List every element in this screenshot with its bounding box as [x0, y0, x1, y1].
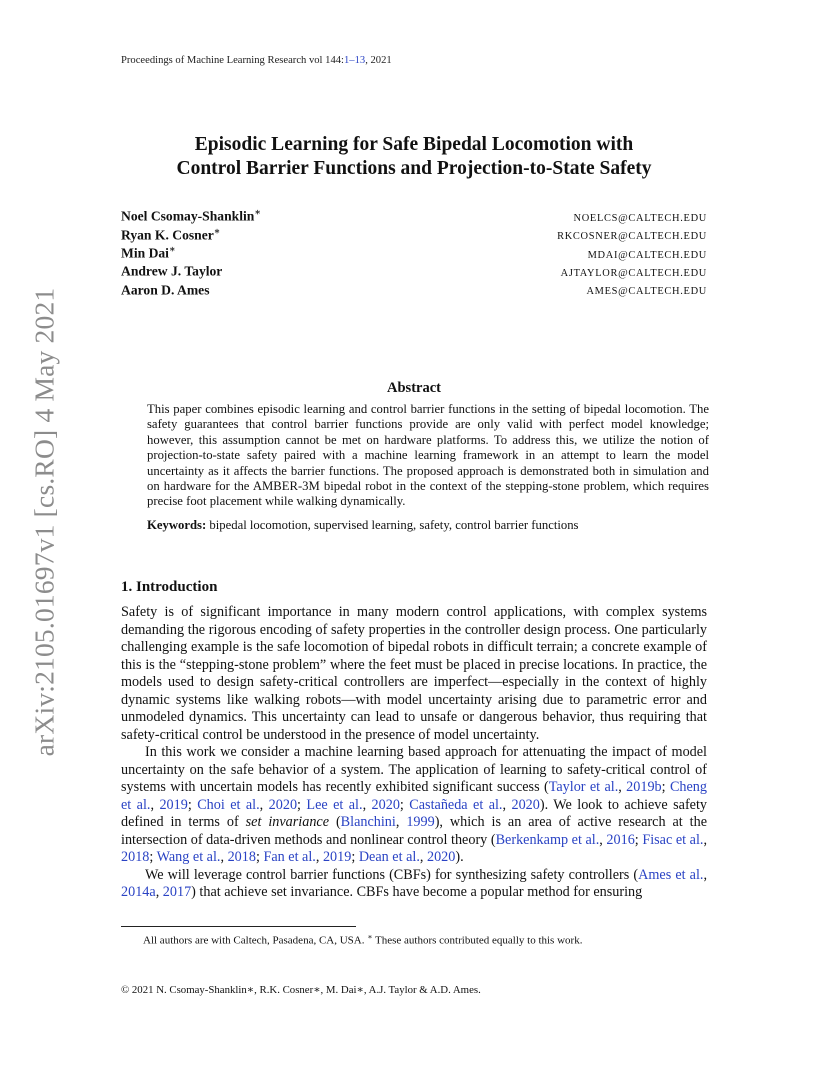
author-row — [121, 226, 707, 245]
citation-link[interactable]: 2018 — [121, 849, 150, 865]
running-header-prefix: Proceedings of Machine Learning Research vol 144: — [121, 55, 344, 66]
citation-link[interactable]: 2019 — [322, 849, 352, 865]
equal-contribution-mark: ∗ — [254, 208, 261, 218]
citation-link[interactable]: Berkenkamp et al. — [495, 831, 600, 848]
author-email: AMES@CALTECH.EDU — [586, 286, 707, 298]
author-email: AJTAYLOR@CALTECH.EDU — [560, 267, 707, 279]
author-list — [121, 207, 707, 300]
author-name: Noel Csomay-Shanklin∗ — [121, 208, 261, 224]
citation-link[interactable]: Blanchini — [340, 814, 396, 830]
author-email: MDAI@CALTECH.EDU — [587, 249, 707, 261]
author-row — [121, 244, 707, 263]
author-row — [121, 282, 707, 301]
paragraph-1: Safety is of significant importance in many modern control applications, with complex systems demanding the rigorous encoding of safety properties in the controller design process. One particularly challenging example is the safe locomotion of bipedal robots in difficult terrain; a concrete example of this is the “stepping-stone problem” where the feet must be placed in precise locations. In practice, the models used to design safety-critical controllers are imperfect—especially in the context of highly dynamic systems like walking robots—with model uncertainty arising due to parametric error and unmodeled dynamics. This uncertainty can lead to unsafe or dangerous behavior, thus requiring that safety-critical control be understood in the presence of model uncertainty. — [121, 604, 707, 743]
paper-title — [110, 133, 718, 181]
citation-link[interactable]: Fan et al. — [263, 849, 316, 865]
arxiv-stamp-text: arXiv:2105.01697v1 [cs.RO] 4 May 2021 — [28, 287, 59, 757]
citation-link[interactable]: 2014a — [121, 884, 156, 900]
citation-link[interactable]: Ames et al. — [638, 866, 704, 883]
author-name: Min Dai∗ — [121, 245, 176, 261]
paragraph-2: In this work we consider a machine learning based approach for attenuating the impact of model uncertainty on the safe behavior of a system. The application of learning to safety-critical control of systems with uncertain models has recently exhibited significant success (Taylor et al., 2019b; Cheng et al., 2019; Choi et al., 2020; Lee et al., 2020; Castañeda et al., 2020). We look to achieve safety defined in terms of set invariance (Blanchini, 1999), which is an area of active research at the intersection of data-driven methods and nonlinear control theory (Berkenkamp et al., 2016; Fisac et al., 2018; Wang et al., 2018; Fan et al., 2019; Dean et al., 2020). — [121, 744, 708, 865]
footnote: All authors are with Caltech, Pasadena, CA, USA. ∗ These authors contributed equally to this work. — [143, 932, 583, 947]
author-name: Aaron D. Ames — [121, 282, 210, 298]
arxiv-stamp — [28, 287, 60, 757]
section-heading-introduction: 1. Introduction — [121, 579, 218, 595]
author-email: NOELCS@CALTECH.EDU — [573, 212, 707, 224]
author-name: Andrew J. Taylor — [121, 263, 223, 279]
section-body — [121, 604, 707, 902]
citation-link[interactable]: Taylor et al. — [548, 779, 619, 795]
keywords — [147, 518, 709, 533]
title-line-2: Control Barrier Functions and Projection-to-State Safety — [176, 158, 652, 179]
author-row — [121, 263, 707, 282]
abstract-heading: Abstract — [387, 380, 441, 396]
citation-link[interactable]: Lee et al. — [306, 796, 363, 813]
author-name: Ryan K. Cosner∗ — [121, 226, 221, 243]
citation-link[interactable]: 2018 — [227, 849, 256, 865]
citation-link[interactable]: Choi et al. — [197, 796, 260, 813]
citation-link[interactable]: Castañeda et al. — [409, 796, 503, 813]
abstract-text: This paper combines episodic learning and control barrier functions in the setting of bipedal locomotion. The safety guarantees that control barrier functions provide are only valid with perfect model knowledge; however, this assumption cannot be met on hardware platforms. To address this, we utilize the notion of projection-to-state safety paired with a machine learning framework in an attempt to learn the model uncertainty as it affects the barrier functions. The proposed approach is demonstrated both in simulation and on hardware for the AMBER-3M bipedal robot in the context of the stepping-stone problem, which requires precise foot placement while walking dynamically. — [147, 402, 709, 509]
citation-link[interactable]: 2020 — [511, 796, 540, 813]
copyright-notice: © 2021 N. Csomay-Shanklin∗, R.K. Cosner∗, M. Dai∗, A.J. Taylor & A.D. Ames. — [121, 984, 481, 996]
citation-link[interactable]: 2019 — [159, 796, 188, 813]
citation-link[interactable]: Fisac et al. — [642, 831, 704, 848]
citation-link[interactable]: 2016 — [606, 831, 635, 848]
citation-link[interactable]: 1999 — [406, 814, 435, 830]
footnote-rule — [121, 926, 356, 927]
citation-link[interactable]: 2020 — [426, 849, 456, 865]
citation-link[interactable]: 2019b — [626, 779, 662, 795]
page-range-link[interactable]: 1–13 — [344, 55, 366, 66]
equal-contribution-mark: ∗ — [168, 245, 176, 256]
keywords-label: Keywords: — [147, 518, 207, 532]
title-line-1: Episodic Learning for Safe Bipedal Locomotion with — [194, 134, 634, 155]
author-row — [121, 207, 707, 226]
equal-contribution-mark: ∗ — [367, 932, 373, 941]
running-header — [121, 55, 392, 66]
citation-link[interactable]: 2020 — [268, 796, 298, 813]
paragraph-3: We will leverage control barrier functions (CBFs) for synthesizing safety controllers (Ames et al., 2014a, 2017) that achieve set invariance. CBFs have become a popular method for ensuring — [121, 866, 708, 900]
citation-link[interactable]: 2017 — [162, 884, 192, 900]
equal-contribution-mark: ∗ — [213, 226, 221, 237]
citation-link[interactable]: Cheng et al. — [121, 779, 707, 813]
keywords-list: bipedal locomotion, supervised learning, safety, control barrier functions — [209, 518, 579, 532]
author-email: RKCOSNER@CALTECH.EDU — [557, 231, 707, 243]
citation-link[interactable]: Wang et al. — [156, 849, 221, 865]
running-header-suffix: , 2021 — [365, 55, 392, 66]
citation-link[interactable]: 2020 — [371, 796, 400, 813]
citation-link[interactable]: Dean et al. — [358, 849, 420, 865]
